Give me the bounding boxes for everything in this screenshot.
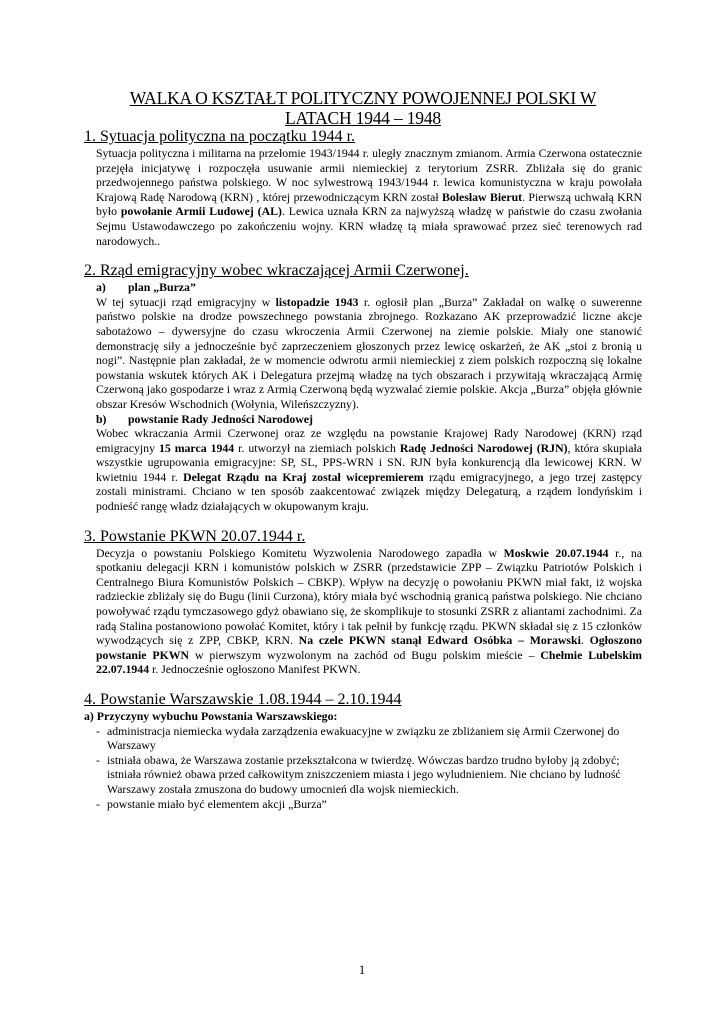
bold-text: Na czele PKWN stanął Edward Osóbka – Morawski <box>298 633 581 648</box>
bold-text: Radę Jedności Narodowej (RJN) <box>399 440 568 455</box>
title-line-2: LATACH 1944 – 1948 <box>285 108 441 128</box>
list-item: - istniała obawa, że Warszawa zostanie przekształcona w twierdzę. Wówczas bardzo trudno byłoby ją zdobyć; istniała również obawa przed całkowitym zniszczeniem miasta i jego wyludnieniem. Nie chciano by ludność Warszawy została zmuszona do budowy umocnień dla wojsk niemieckich. <box>96 753 642 797</box>
text: Decyzja o powstaniu Polskiego Komitetu Wyzwolenia Narodowego zapadła w <box>96 545 504 560</box>
bold-text: Chełmie Lubelskim 22.07.1944 <box>96 647 642 677</box>
text: Sytuacja polityczna i militarna na przełomie 1943/1944 r. uległy znacznym zmianom. Armia Czerwona ostatecznie przejęła inicjatywę i rozpoczęła usuwanie armii niemieckiej z terytorium ZSRR. Zbliżała się do granic przedwojennego państwa polskiego. W noc sylwestrową 1943/1944 r. lewica komunistyczna w kraju powołała Krajową Radę Narodową (KRN) , której przewodniczącym KRN został <box>96 146 642 204</box>
text: r. utworzył na ziemiach polskich <box>234 440 400 455</box>
label: b) <box>96 411 107 426</box>
subsection-title: plan „Burza” <box>128 280 196 295</box>
bold-text: Ogłoszono powstanie PKWN <box>96 633 642 662</box>
title-line-1: WALKA O KSZTAŁT POLITYCZNY POWOJENNEJ POLSKI W <box>129 88 597 108</box>
text: W tej sytuacji rząd emigracyjny w <box>96 294 276 309</box>
list-item: - administracja niemiecka wydała zarządzenia ewakuacyjne w związku ze zbliżaniem się Armii Czerwonej do Warszawy <box>96 724 642 753</box>
document-title <box>84 88 642 128</box>
bold-text: Moskwie 20.07.1944 <box>503 545 609 560</box>
text: . <box>580 633 590 648</box>
text: rządu emigracyjnego, a jego trzej zastępcy zostali ministrami. Chciano w ten sposób zaakcentować związek między Delegaturą, a rządem londyńskim i podnieść rangę władz działających w okupowanym kraju. <box>96 469 642 514</box>
subsection-a-paragraph <box>96 295 642 412</box>
label: a) <box>96 280 106 295</box>
text: Wobec wkraczania Armii Czerwonej oraz ze względu na powstanie Krajowej Rady Narodowej (KRN) rząd emigracyjny <box>96 426 642 455</box>
subsection-title: powstanie Rady Jedności Narodowej <box>128 411 313 426</box>
subsection-b-paragraph <box>96 426 642 514</box>
text: r., na spotkaniu delegacji KRN i komunistów polskich w ZSRR (przedstawicie ZPP – Związku Patriotów Polskich i Centralnego Biura Komunistów Polskich – CBKP). Wpływ na decyzję o powołaniu PKWN miał fakt, iż wojska radzieckie zbliżały się do Bugu (linii Curzona), który miała być wschodnią granicą państwa polskiego. Nie chciano powoływać rządu tymczasowego gdyż obawiano się, że skomplikuje to stosunki ZSRR z aliantami zachodnimi. Za radą Stalina postanowiono powołać Komitet, który i tak pełnił by funkcję rządu. PKWN składał się z 15 członków wywodzących się z ZPP, CBKP, KRN. <box>96 545 642 648</box>
bold-text: powołanie Armii Ludowej (AL) <box>120 204 282 219</box>
text: w pierwszym wyzwolonym na zachód od Bugu polskim mieście – <box>189 647 541 662</box>
bold-text: Delegat Rządu na Kraj został wicepremierem <box>183 469 424 484</box>
list-item: - powstanie miało być elementem akcji „Burza” <box>96 797 642 812</box>
document-page <box>84 88 642 811</box>
text: , która skupiała wszystkie ugrupowania emigracyjne: SP, SL, PPS-WRN i SN. RJN była konkurencją dla lewicowej KRN. W kwietniu 1944 r. <box>96 440 642 484</box>
text: r. Jednocześnie ogłoszono Manifest PKWN. <box>149 662 361 677</box>
bullet-list <box>96 724 642 812</box>
section-4-heading: 4. Powstanie Warszawskie 1.08.1944 – 2.10.1944 <box>84 691 402 708</box>
text: . Pierwszą uchwałą KRN było <box>96 189 643 219</box>
page-number: 1 <box>358 962 366 977</box>
section-1-paragraph <box>96 146 642 248</box>
bold-text: listopadzie 1943 <box>275 294 359 309</box>
section-1-heading: 1. Sytuacja polityczna na początku 1944 r. <box>84 128 356 145</box>
text: . Lewica uznała KRN za najwyższą władzę w państwie do czasu zwołania Sejmu Ustawodawczego po zakończeniu wojny. KRN władzę tą miała sprawować przez sieć terenowych rad narodowych.. <box>96 204 642 248</box>
section-4-subheading: a) Przyczyny wybuchu Powstania Warszawskiego: <box>84 709 338 723</box>
bold-text: 15 marca 1944 <box>158 440 235 455</box>
subsection-a-heading <box>96 280 642 295</box>
section-2-heading: 2. Rząd emigracyjny wobec wkraczającej Armii Czerwonej. <box>84 262 469 280</box>
bold-text: Bolesław Bierut <box>442 189 523 204</box>
section-3-heading: 3. Powstanie PKWN 20.07.1944 r. <box>84 527 306 545</box>
subsection-b-heading <box>96 412 642 427</box>
section-3-paragraph <box>96 546 642 677</box>
text: r. ogłosił plan „Burza” Zakładał on walkę o suwerenne państwo polskie na drodze powszechnego powstania zbrojnego. Rozkazano AK przeprowadzić liczne akcje sabotażowo – dywersyjne do czasu wkroczenia Armii Czerwonej na ziemie polskie. Miały one stanowić demonstrację siły a jednocześnie być zaprzeczeniem głoszonych przez lewicę oskarżeń, że AK „stoi z bronią u nogi”. Następnie plan zakładał, że w momencie odwrotu armii niemieckiej z ziem polskich rozpoczną się lokalne powstania wskutek których AK i Delegatura przejmą władzę na tych obszarach i przywitają wkraczającą Armię Czerwoną jako gospodarze i wraz z Armią Czerwoną będą wyzwalać ziemie polskie. Akcja „Burza” objęła głównie obszar Kresów Wschodnich (Wołynia, Wileńszczyzny). <box>96 294 642 411</box>
